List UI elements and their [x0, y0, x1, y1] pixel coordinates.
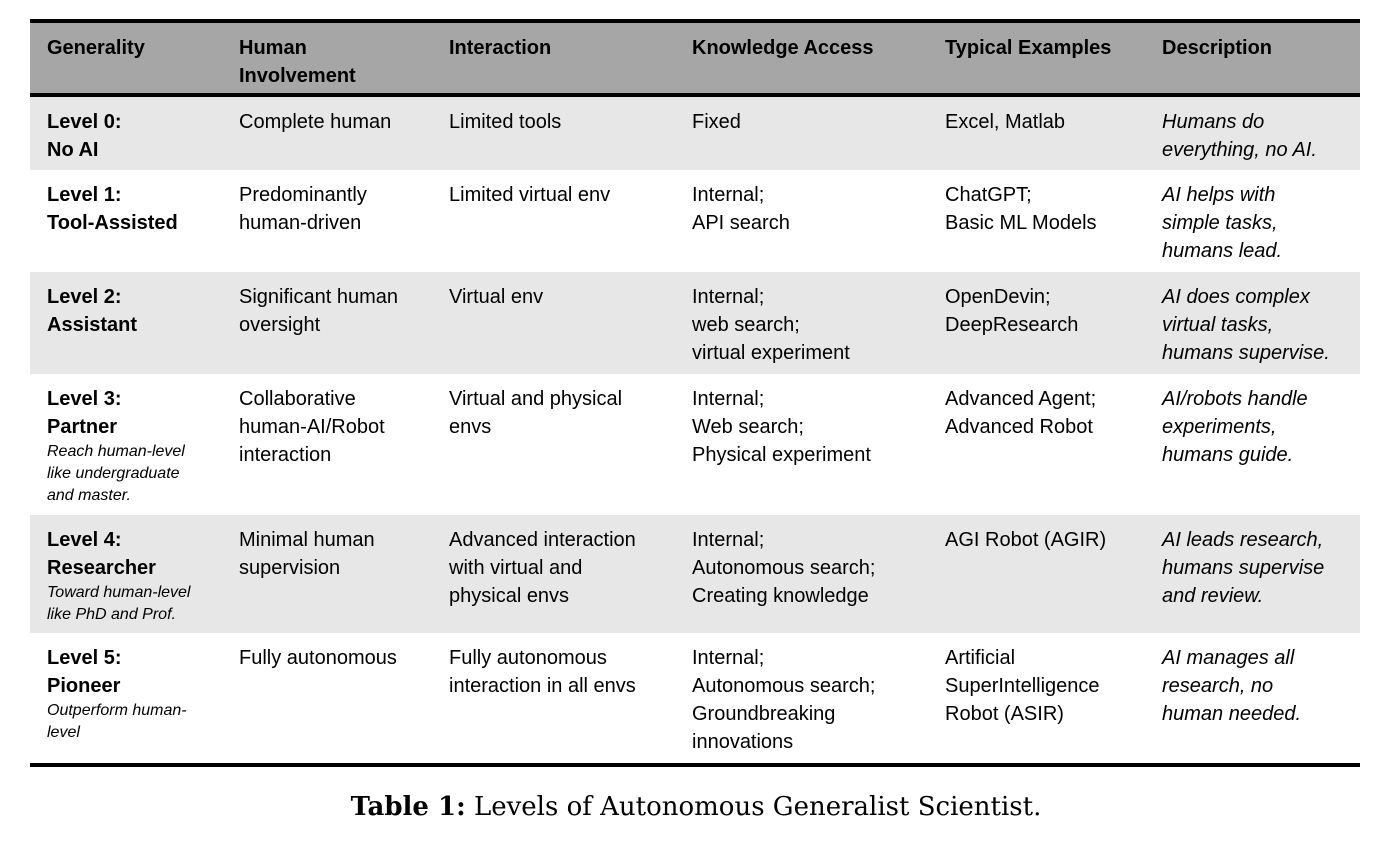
level-label: Level 5: Pioneer: [47, 647, 122, 697]
generality-cell: [47, 526, 227, 626]
knowledge-access-cell: Internal; web search; virtual experiment: [692, 286, 850, 364]
level-label: Level 0: No AI: [47, 111, 122, 161]
caption-text: Levels of Autonomous Generalist Scientist.: [473, 792, 1042, 822]
description-cell: Humans do everything, no AI.: [1162, 111, 1317, 161]
table-row-level-4: [30, 515, 1360, 633]
generality-cell: [47, 181, 227, 237]
level-label: Level 3: Partner: [47, 388, 122, 438]
table-row-level-0: [30, 97, 1360, 170]
interaction-cell: Limited tools: [449, 111, 562, 133]
description-cell: AI does complex virtual tasks, humans supervise.: [1162, 286, 1330, 364]
interaction-cell: Fully autonomous interaction in all envs: [449, 647, 636, 697]
generality-cell: [47, 385, 227, 507]
typical-examples-cell: ChatGPT; Basic ML Models: [945, 184, 1097, 234]
level-label: Level 1: Tool-Assisted: [47, 184, 178, 234]
level-note: Toward human-level like PhD and Prof.: [47, 584, 191, 623]
human-involvement-cell: Significant human oversight: [239, 286, 398, 336]
human-involvement-cell: Complete human: [239, 111, 392, 133]
human-involvement-cell: Minimal human supervision: [239, 529, 375, 579]
caption-label: Table 1:: [350, 792, 466, 822]
level-label: Level 4: Researcher: [47, 529, 156, 579]
levels-table: [30, 19, 1360, 767]
header-description: Description: [1162, 37, 1273, 59]
header-interaction: Interaction: [449, 37, 552, 59]
description-cell: AI helps with simple tasks, humans lead.: [1162, 184, 1283, 262]
generality-cell: [47, 283, 227, 339]
table-row-level-2: [30, 272, 1360, 374]
interaction-cell: Advanced interaction with virtual and physical envs: [449, 529, 636, 607]
typical-examples-cell: AGI Robot (AGIR): [945, 529, 1107, 551]
typical-examples-cell: Advanced Agent; Advanced Robot: [945, 388, 1097, 438]
human-involvement-cell: Fully autonomous: [239, 647, 397, 669]
knowledge-access-cell: Internal; Web search; Physical experiment: [692, 388, 871, 466]
typical-examples-cell: Artificial SuperIntelligence Robot (ASIR): [945, 647, 1100, 725]
human-involvement-cell: Collaborative human-AI/Robot interaction: [239, 388, 385, 466]
table-header: [30, 23, 1360, 97]
knowledge-access-cell: Internal; API search: [692, 184, 790, 234]
description-cell: AI manages all research, no human needed.: [1162, 647, 1302, 725]
header-knowledge-access: Knowledge Access: [692, 37, 874, 59]
header-typical-examples: Typical Examples: [945, 37, 1112, 59]
table-row-level-3: [30, 374, 1360, 515]
generality-cell: [47, 108, 227, 164]
human-involvement-cell: Predominantly human-driven: [239, 184, 367, 234]
description-cell: AI/robots handle experiments, humans guide.: [1162, 388, 1308, 466]
typical-examples-cell: OpenDevin; DeepResearch: [945, 286, 1079, 336]
generality-cell: [47, 644, 227, 744]
table-caption: [0, 792, 1392, 822]
knowledge-access-cell: Fixed: [692, 111, 741, 133]
header-generality: Generality: [47, 37, 145, 59]
knowledge-access-cell: Internal; Autonomous search; Groundbreaking innovations: [692, 647, 876, 753]
interaction-cell: Virtual env: [449, 286, 544, 308]
description-cell: AI leads research, humans supervise and review.: [1162, 529, 1325, 607]
level-note: Outperform human- level: [47, 702, 187, 741]
knowledge-access-cell: Internal; Autonomous search; Creating knowledge: [692, 529, 876, 607]
header-human-involvement: Human Involvement: [239, 37, 356, 87]
interaction-cell: Virtual and physical envs: [449, 388, 623, 438]
table-row-level-1: [30, 170, 1360, 272]
interaction-cell: Limited virtual env: [449, 184, 611, 206]
level-note: Reach human-level like undergraduate and master.: [47, 443, 185, 504]
level-label: Level 2: Assistant: [47, 286, 138, 336]
typical-examples-cell: Excel, Matlab: [945, 111, 1066, 133]
table-row-level-5: [30, 633, 1360, 763]
